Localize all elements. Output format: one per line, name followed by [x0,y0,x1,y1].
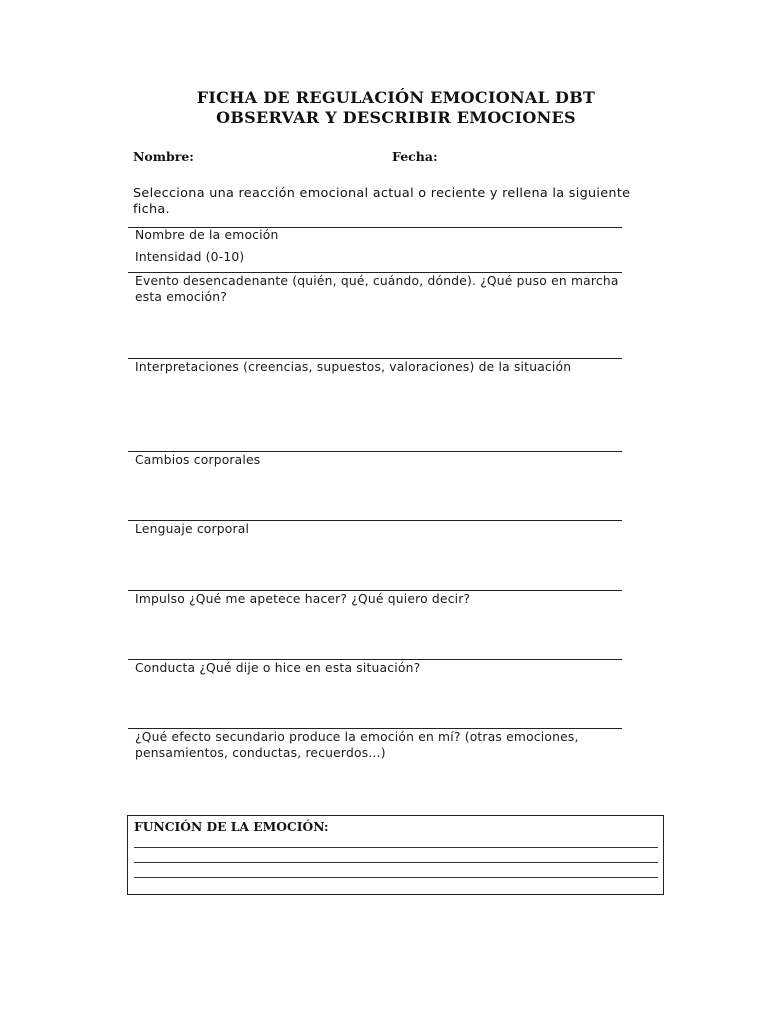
field-impulse: Impulso ¿Qué me apetece hacer? ¿Qué quiero decir? [135,592,471,606]
worksheet-subtitle: OBSERVAR Y DESCRIBIR EMOCIONES [216,108,576,127]
field-emotion-name: Nombre de la emoción [135,228,279,242]
writing-line [134,877,658,878]
field-body-changes: Cambios corporales [135,453,261,467]
writing-line [134,862,658,863]
field-trigger-event: Evento desencadenante (quién, qué, cuándo, dónde). ¿Qué puso en marcha esta emoción? [135,274,619,304]
writing-line [134,847,658,848]
field-secondary-effect: ¿Qué efecto secundario produce la emoción en mí? (otras emociones, pensamientos, conductas, recuerdos…) [135,730,579,760]
field-interpretations: Interpretaciones (creencias, supuestos, valoraciones) de la situación [135,360,572,374]
name-label: Nombre: [133,149,194,164]
instructions-text: Selecciona una reacción emocional actual o reciente y rellena la siguiente ficha. [133,186,631,217]
emotion-function-title: FUNCIÓN DE LA EMOCIÓN: [134,819,329,834]
emotion-function-box [127,815,664,895]
field-body-language: Lenguaje corporal [135,522,250,536]
field-behavior: Conducta ¿Qué dije o hice en esta situación? [135,661,421,675]
date-label: Fecha: [392,149,438,164]
field-intensity: Intensidad (0-10) [135,250,245,264]
worksheet-title: FICHA DE REGULACIÓN EMOCIONAL DBT [196,88,596,107]
